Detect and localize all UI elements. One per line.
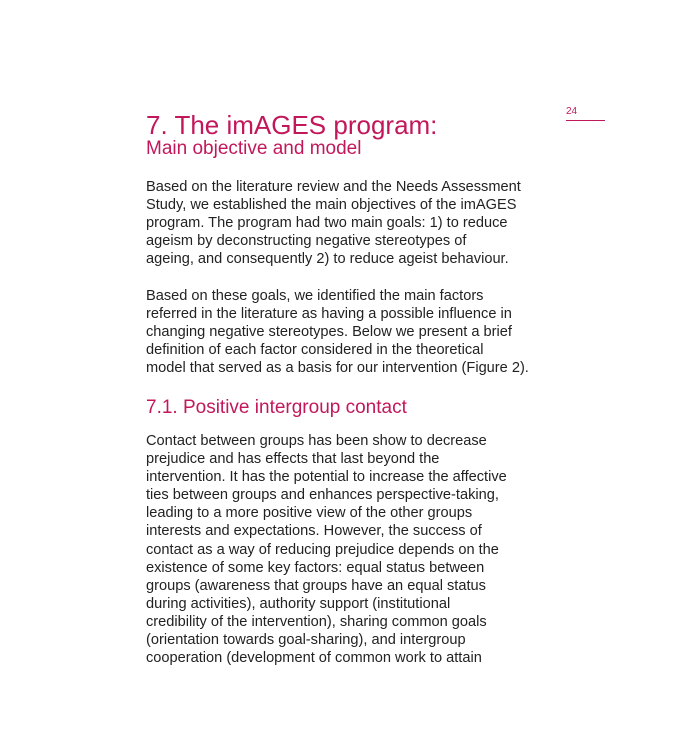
chapter-subtitle: Main objective and model bbox=[146, 138, 362, 159]
text-line: (orientation towards goal-sharing), and intergroup bbox=[146, 632, 466, 649]
text-line: model that served as a basis for our intervention (Figure 2). bbox=[146, 360, 529, 377]
section-paragraph bbox=[146, 432, 546, 667]
text-line: program. The program had two main goals: 1) to reduce bbox=[146, 215, 508, 232]
chapter-title: 7. The imAGES program: bbox=[146, 110, 438, 140]
text-line: ageing, and consequently 2) to reduce ageist behaviour. bbox=[146, 251, 509, 268]
goals-paragraph bbox=[146, 287, 546, 377]
text-line: during activities), authority support (institutional bbox=[146, 595, 451, 612]
text-line: leading to a more positive view of the other groups bbox=[146, 505, 473, 522]
text-line: Study, we established the main objectives of the imAGES bbox=[146, 197, 517, 214]
text-line: Contact between groups has been show to decrease bbox=[146, 433, 487, 449]
text-line: ties between groups and enhances perspective-taking, bbox=[146, 487, 499, 504]
section-heading: 7.1. Positive intergroup contact bbox=[146, 397, 407, 418]
text-line: credibility of the intervention), sharing common goals bbox=[146, 613, 487, 630]
text-line: prejudice and has effects that last beyond the bbox=[146, 451, 440, 468]
text-line: referred in the literature as having a possible influence in bbox=[146, 306, 512, 323]
text-line: existence of some key factors: equal status between bbox=[146, 559, 485, 576]
text-line: ageism by deconstructing negative stereotypes of bbox=[146, 233, 467, 250]
text-line: groups (awareness that groups have an equal status bbox=[146, 577, 486, 594]
text-line: Based on these goals, we identified the main factors bbox=[146, 288, 484, 304]
intro-paragraph bbox=[146, 178, 546, 268]
text-line: intervention. It has the potential to increase the affective bbox=[146, 469, 507, 486]
text-line: cooperation (development of common work to attain bbox=[146, 650, 482, 667]
text-line: interests and expectations. However, the success of bbox=[146, 523, 482, 540]
page-number: 24 bbox=[566, 106, 605, 121]
text-line: Based on the literature review and the Needs Assessment bbox=[146, 179, 521, 195]
text-line: definition of each factor considered in the theoretical bbox=[146, 342, 484, 359]
text-line: changing negative stereotypes. Below we present a brief bbox=[146, 324, 512, 341]
text-line: contact as a way of reducing prejudice depends on the bbox=[146, 541, 499, 558]
